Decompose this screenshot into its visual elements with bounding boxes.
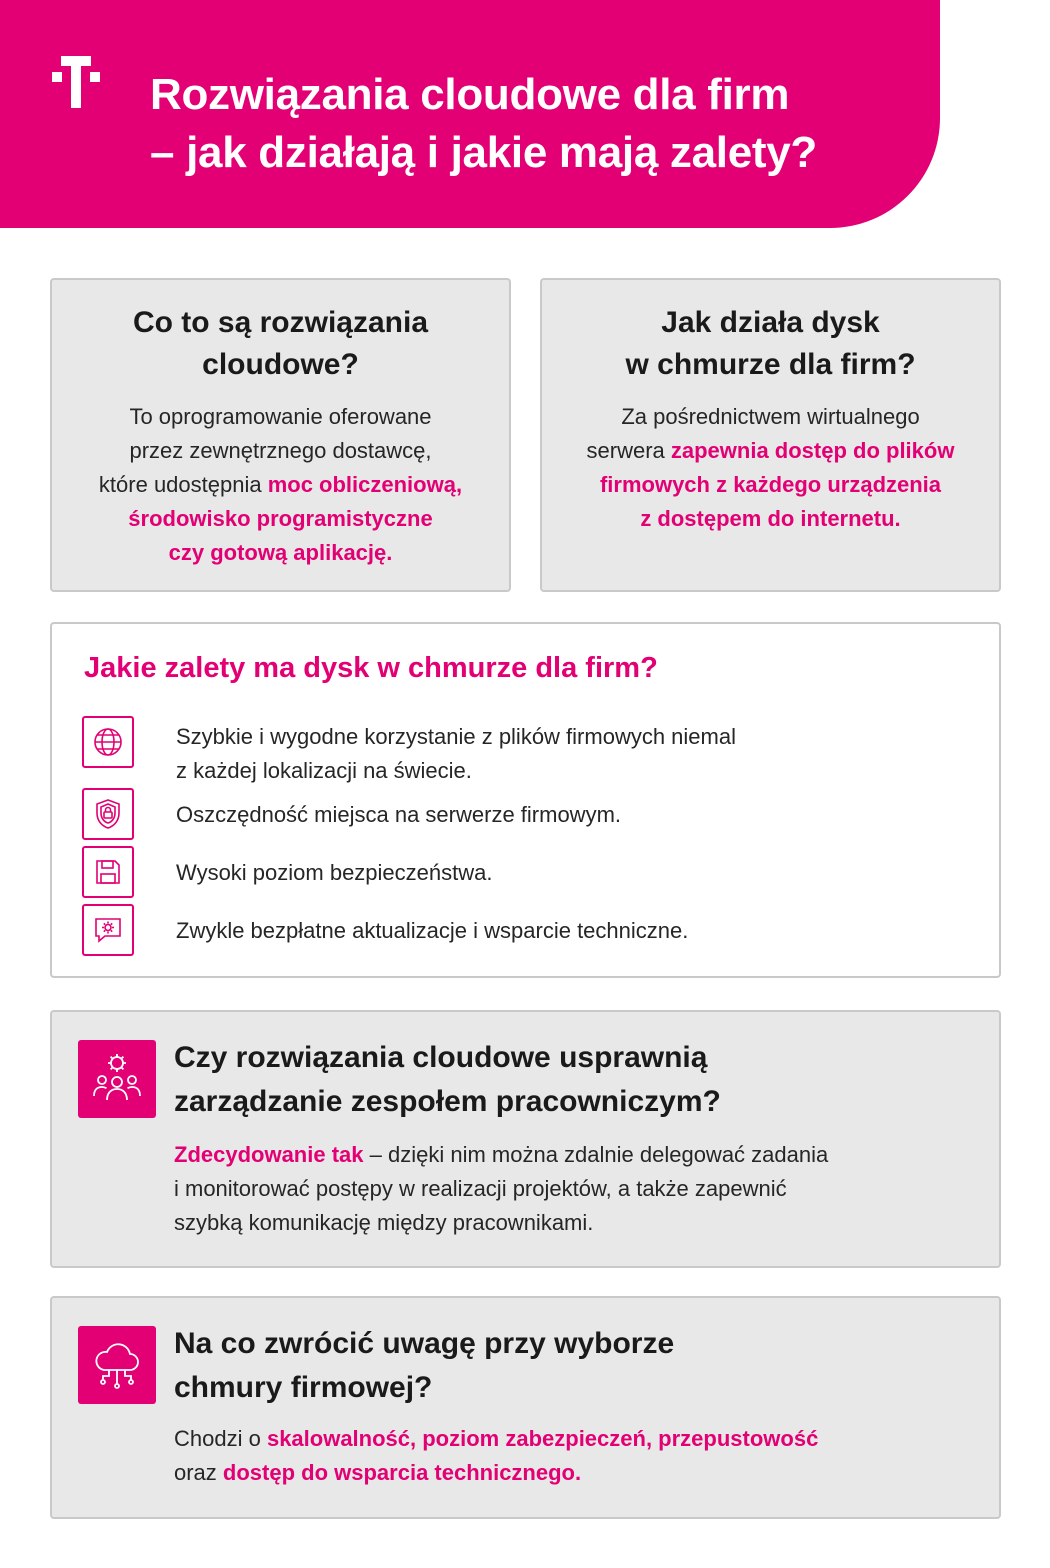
- card-title-line2: w chmurze dla firm?: [625, 348, 916, 381]
- section-text-plain: – dzięki nim można zdalnie delegować zadania: [363, 1142, 829, 1167]
- cloud-choice-card: [50, 1296, 1001, 1519]
- advantages-card: [50, 622, 1001, 978]
- card-text-line3: firmowych z każdego urządzenia: [599, 472, 942, 497]
- card-text: [52, 400, 509, 570]
- section-title: [174, 1322, 674, 1410]
- section-text-line2: [174, 1456, 818, 1490]
- section-text-highlight: skalowalność, poziom zabezpieczeń, przepustowość: [266, 1426, 819, 1451]
- section-text-highlight: Zdecydowanie tak: [174, 1142, 364, 1167]
- card-title-line1: Jak działa dysk: [661, 306, 880, 339]
- page-title-line2: – jak działają i jakie mają zalety?: [150, 128, 817, 177]
- section-text-line1: [174, 1422, 818, 1456]
- header-banner: [0, 0, 940, 228]
- page-title-line1: Rozwiązania cloudowe dla firm: [150, 70, 790, 119]
- advantage-text: [176, 914, 936, 948]
- section-text-plain: Chodzi o: [174, 1426, 267, 1451]
- card-title: [52, 302, 509, 386]
- card-text-line2: [542, 434, 999, 468]
- card-text-line4: środowisko programistyczne: [128, 506, 433, 531]
- team-management-card: [50, 1010, 1001, 1268]
- card-text-highlight: moc obliczeniową,: [267, 472, 463, 497]
- section-title-line1: Czy rozwiązania cloudowe usprawnią: [174, 1041, 708, 1074]
- globe-icon: [82, 716, 134, 768]
- card-title: [542, 302, 999, 386]
- chat-gear-icon: [82, 904, 134, 956]
- section-title-line2: chmury firmowej?: [174, 1371, 433, 1404]
- advantage-text-line1: Wysoki poziom bezpieczeństwa.: [176, 860, 493, 885]
- section-title: [174, 1036, 721, 1124]
- team-gear-icon: [78, 1040, 156, 1118]
- card-text: [542, 400, 999, 536]
- card-text-plain: serwera: [586, 438, 671, 463]
- section-text-highlight: dostęp do wsparcia technicznego.: [222, 1460, 582, 1485]
- page-title: [150, 66, 920, 182]
- card-text-plain: które udostępnia: [98, 472, 268, 497]
- what-is-cloud-card: [50, 278, 511, 592]
- advantage-text: [176, 856, 936, 890]
- advantage-text-line1: Oszczędność miejsca na serwerze firmowym.: [176, 802, 622, 827]
- floppy-disk-icon: [82, 846, 134, 898]
- card-text-line1: To oprogramowanie oferowane: [129, 404, 432, 429]
- section-text: [174, 1422, 818, 1490]
- advantage-text-line2: z każdej lokalizacji na świecie.: [176, 758, 472, 783]
- card-title-line2: cloudowe?: [202, 348, 359, 381]
- advantage-text: [176, 720, 936, 788]
- section-text-line2: i monitorować postępy w realizacji projektów, a także zapewnić: [174, 1176, 787, 1201]
- how-cloud-drive-works-card: [540, 278, 1001, 592]
- card-title-line1: Co to są rozwiązania: [132, 306, 429, 339]
- section-text: [174, 1138, 828, 1240]
- section-title-line2: zarządzanie zespołem pracowniczym?: [174, 1085, 721, 1118]
- card-text-line2: przez zewnętrznego dostawcę,: [129, 438, 432, 463]
- section-title-line1: Na co zwrócić uwagę przy wyborze: [174, 1327, 675, 1360]
- advantage-text-line1: Zwykle bezpłatne aktualizacje i wsparcie techniczne.: [176, 918, 689, 943]
- card-text-line4: z dostępem do internetu.: [640, 506, 901, 531]
- telekom-logo-icon: [52, 56, 100, 108]
- advantage-text: [176, 798, 936, 832]
- advantages-title: Jakie zalety ma dysk w chmurze dla firm?: [84, 652, 658, 684]
- section-text-plain: oraz: [174, 1460, 223, 1485]
- card-text-line3: [52, 468, 509, 502]
- card-text-line5: czy gotową aplikację.: [168, 540, 393, 565]
- cloud-network-icon: [78, 1326, 156, 1404]
- section-text-line1: [174, 1138, 828, 1172]
- advantage-text-line1: Szybkie i wygodne korzystanie z plików firmowych niemal: [176, 724, 736, 749]
- section-text-line3: szybką komunikację między pracownikami.: [174, 1210, 594, 1235]
- card-text-highlight: zapewnia dostęp do plików: [670, 438, 955, 463]
- card-text-line1: Za pośrednictwem wirtualnego: [621, 404, 920, 429]
- shield-lock-icon: [82, 788, 134, 840]
